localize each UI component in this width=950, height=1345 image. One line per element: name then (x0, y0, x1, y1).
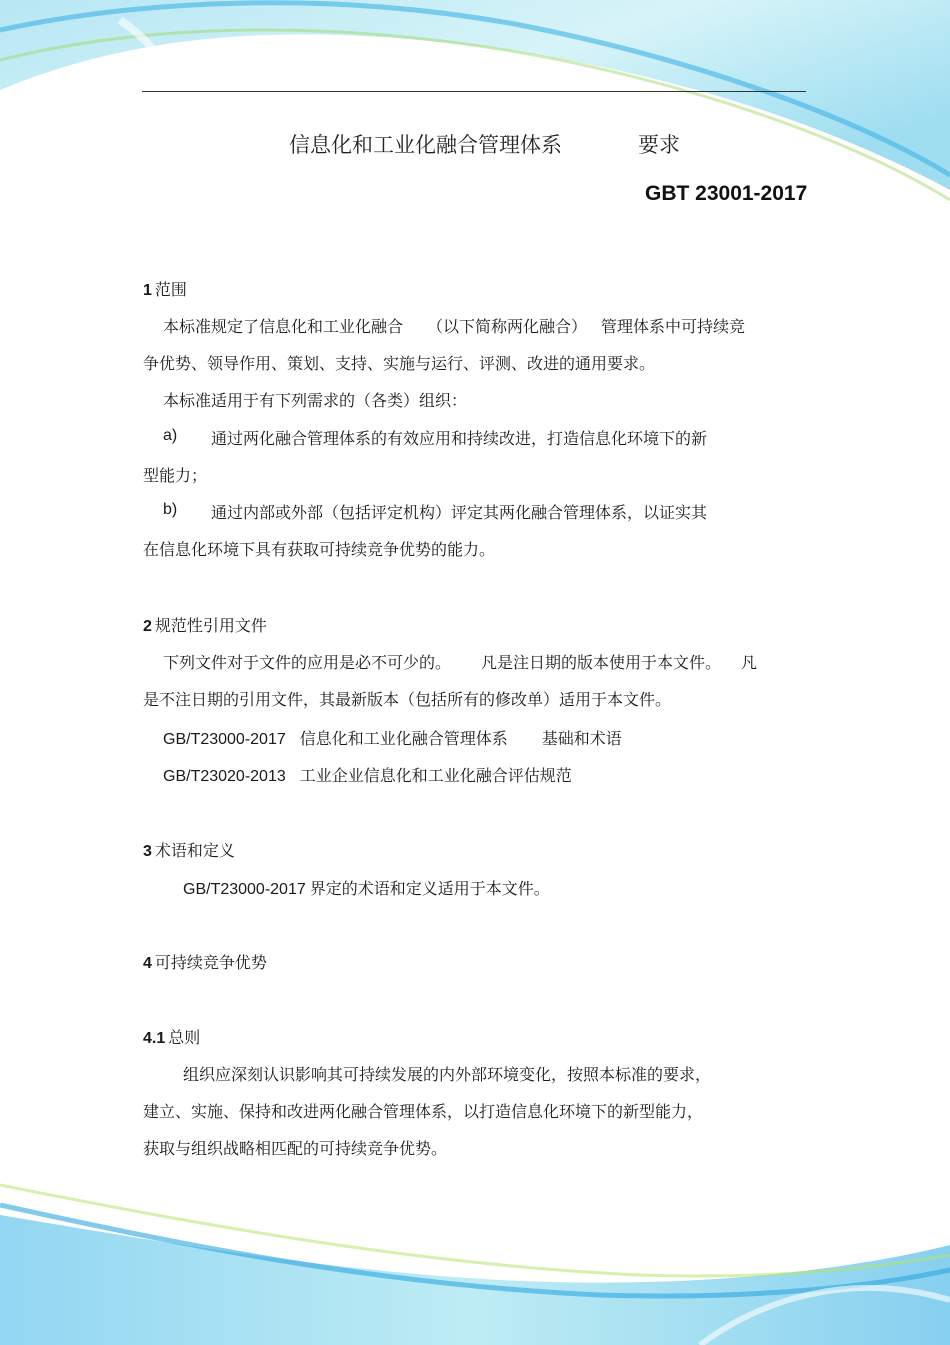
section-title: 可持续竞争优势 (154, 953, 267, 972)
text-run: 凡 (741, 653, 758, 672)
reference-title: 工业企业信息化和工业化融合评估规范 (299, 766, 572, 785)
section-number: 4 (143, 955, 152, 972)
section-heading-1 (143, 277, 187, 300)
list-item-a: 通过两化融合管理体系的有效应用和持续改进，打造信息化环境下的新 (211, 429, 708, 448)
section-title: 总则 (168, 1028, 201, 1047)
list-marker-a: a) (163, 427, 178, 444)
section-heading-2 (143, 613, 267, 636)
list-item-b-continuation: 在信息化环境下具有获取可持续竞争优势的能力。 (143, 540, 496, 559)
list-marker-b: b) (163, 501, 178, 518)
list-item-a-continuation: 型能力； (143, 466, 208, 485)
paragraph-line: 组织应深刻认识影响其可持续发展的内外部环境变化，按照本标准的要求， (183, 1065, 712, 1084)
paragraph-line: 争优势、领导作用、策划、支持、实施与运行、评测、改进的通用要求。 (143, 354, 656, 373)
text-run: 本标准规定了信息化和工业化融合 (163, 317, 404, 336)
paragraph-line (183, 876, 550, 899)
reference-title: 信息化和工业化融合管理体系 (299, 729, 508, 748)
section-number: 3 (143, 843, 152, 860)
text-run: 界定的术语和定义适用于本文件。 (309, 879, 550, 898)
reference-code: GB/T23020-2013 (163, 768, 286, 785)
document-title: 信息化和工业化融合管理体系 (289, 133, 562, 157)
reference-1 (163, 726, 622, 749)
paragraph-line: 是不注日期的引用文件，其最新版本（包括所有的修改单）适用于本文件。 (143, 690, 672, 709)
header-rule (142, 91, 806, 92)
section-heading-4 (143, 950, 267, 973)
list-item-b: 通过内部或外部（包括评定机构）评定其两化融合管理体系，以证实其 (211, 503, 708, 522)
section-title: 规范性引用文件 (154, 616, 267, 635)
section-heading-4-1 (143, 1025, 200, 1048)
document-title-suffix: 要求 (638, 133, 680, 157)
reference-2 (163, 763, 572, 786)
section-title: 术语和定义 (154, 841, 235, 860)
section-number: 4.1 (143, 1030, 166, 1047)
section-number: 2 (143, 618, 152, 635)
paragraph-line: 获取与组织战略相匹配的可持续竞争优势。 (143, 1139, 448, 1158)
section-title: 范围 (154, 280, 187, 299)
reference-title-suffix: 基础和术语 (541, 729, 622, 748)
paragraph-line: 建立、实施、保持和改进两化融合管理体系，以打造信息化环境下的新型能力， (143, 1102, 704, 1121)
text-run: 管理体系中可持续竞 (601, 317, 746, 336)
standard-code: GBT 23001-2017 (645, 182, 808, 205)
paragraph-line: 本标准适用于有下列需求的（各类）组织： (163, 391, 468, 410)
paragraph-line (163, 650, 757, 673)
text-run: 下列文件对于文件的应用是必不可少的。 (163, 653, 452, 672)
reference-code: GB/T23000-2017 (163, 731, 286, 748)
paragraph-line (163, 314, 745, 337)
text-run: （以下简称两化融合） (427, 317, 588, 336)
section-number: 1 (143, 282, 152, 299)
text-run: 凡是注日期的版本使用于本文件。 (481, 653, 722, 672)
section-heading-3 (143, 838, 235, 861)
reference-code: GB/T23000-2017 (183, 881, 306, 898)
